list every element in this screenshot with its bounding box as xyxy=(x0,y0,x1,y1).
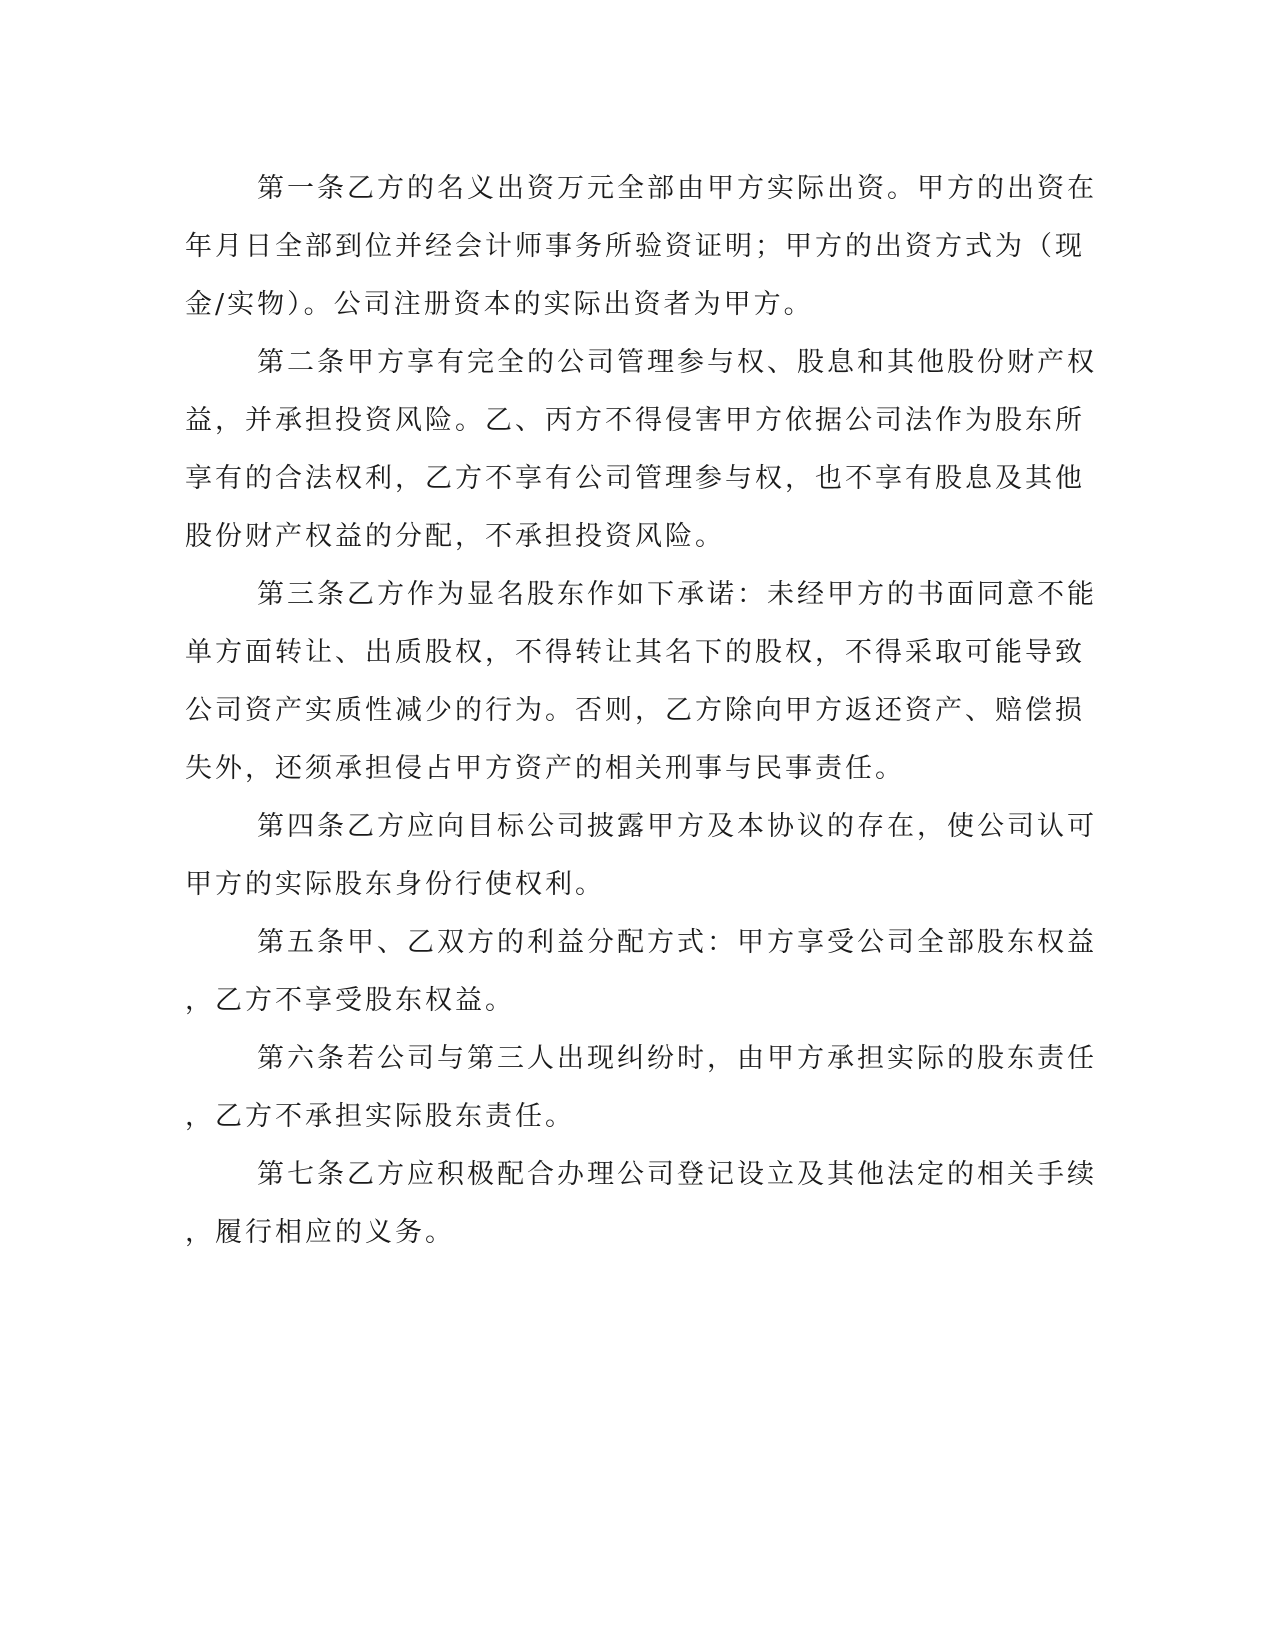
article-2-paragraph xyxy=(185,334,1097,566)
text-line: 甲方的实际股东身份行使权利。 xyxy=(185,869,605,900)
text-line: 失外，还须承担侵占甲方资产的相关刑事与民事责任。 xyxy=(185,753,905,784)
text-line: 第二条甲方享有完全的公司管理参与权、股息和其他股份财产权 xyxy=(257,347,1097,378)
text-line: 第六条若公司与第三人出现纠纷时，由甲方承担实际的股东责任 xyxy=(257,1043,1097,1074)
text-line: 第七条乙方应积极配合办理公司登记设立及其他法定的相关手续 xyxy=(257,1159,1097,1190)
article-5-paragraph xyxy=(185,914,1097,1030)
text-line: 第三条乙方作为显名股东作如下承诺：未经甲方的书面同意不能 xyxy=(257,579,1097,610)
article-4-paragraph xyxy=(185,798,1097,914)
document-body xyxy=(185,160,1097,1262)
text-line: 金/实物）。公司注册资本的实际出资者为甲方。 xyxy=(185,289,814,320)
article-3-paragraph xyxy=(185,566,1097,798)
article-1-paragraph xyxy=(185,160,1097,334)
text-line: 年月日全部到位并经会计师事务所验资证明；甲方的出资方式为（现 xyxy=(185,231,1085,262)
text-line: 第五条甲、乙双方的利益分配方式：甲方享受公司全部股东权益 xyxy=(257,927,1097,958)
text-line: 第一条乙方的名义出资万元全部由甲方实际出资。甲方的出资在 xyxy=(257,173,1097,204)
text-line: 公司资产实质性减少的行为。否则，乙方除向甲方返还资产、赔偿损 xyxy=(185,695,1085,726)
text-line: ，乙方不承担实际股东责任。 xyxy=(185,1101,575,1132)
text-line: ，乙方不享受股东权益。 xyxy=(185,985,515,1016)
text-line: 享有的合法权利，乙方不享有公司管理参与权，也不享有股息及其他 xyxy=(185,463,1085,494)
text-line: 股份财产权益的分配，不承担投资风险。 xyxy=(185,521,725,552)
text-line: 单方面转让、出质股权，不得转让其名下的股权，不得采取可能导致 xyxy=(185,637,1085,668)
text-line: ，履行相应的义务。 xyxy=(185,1217,455,1248)
text-line: 第四条乙方应向目标公司披露甲方及本协议的存在，使公司认可 xyxy=(257,811,1097,842)
article-7-paragraph xyxy=(185,1146,1097,1262)
text-line: 益，并承担投资风险。乙、丙方不得侵害甲方依据公司法作为股东所 xyxy=(185,405,1085,436)
article-6-paragraph xyxy=(185,1030,1097,1146)
